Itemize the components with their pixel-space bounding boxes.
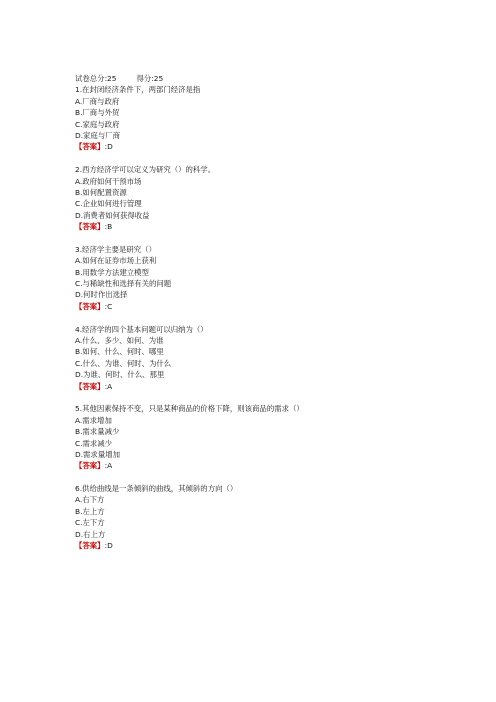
question-1 [75,84,475,152]
option-a: A.什么、多少、如何、为谁 [75,335,164,345]
option-d: D.需求量增加 [75,449,120,459]
exam-content [75,73,475,551]
answer-line [75,301,475,312]
option-c: C.家庭与政府 [75,119,120,129]
question-stem: 5.其他因素保持不变，只是某种商品的价格下降，则该商品的需求（） [75,404,304,414]
option-c: C.左下方 [75,518,105,528]
answer-tag: 【答案】 [75,222,105,232]
spacer [75,153,475,164]
option-a: A.厂商与政府 [75,96,120,106]
answer-tag: 【答案】 [75,301,105,311]
question-2 [75,164,475,232]
option-d: D.为谁、何时、什么、那里 [75,370,165,380]
question-3 [75,244,475,312]
option-d: D.何时作出选择 [75,290,128,300]
option-c: C.需求减少 [75,438,113,448]
question-stem: 2.西方经济学可以定义为研究（）的科学。 [75,165,216,175]
question-stem: 4.经济学的四个基本问题可以归纳为（） [75,324,208,334]
option-a: A.右下方 [75,495,105,505]
answer-tag: 【答案】 [75,381,105,391]
answer-value: :C [104,301,113,311]
question-6 [75,483,475,551]
spacer [75,312,475,323]
question-5 [75,403,475,471]
answer-line [75,141,475,152]
option-b: B.如何配置资源 [75,187,127,197]
option-a: A.需求增加 [75,415,112,425]
option-d: D.右上方 [75,529,106,539]
answer-tag: 【答案】 [75,541,105,551]
answer-line [75,460,475,471]
answer-line [75,381,475,392]
answer-value: :B [104,222,113,232]
option-d: D.消费者如何获得收益 [75,210,150,220]
option-d: D.家庭与厂商 [75,130,120,140]
answer-line [75,221,475,232]
answer-tag: 【答案】 [75,142,105,152]
answer-tag: 【答案】 [75,461,105,471]
option-b: B.厂商与外贸 [75,108,120,118]
question-stem: 1.在封闭经济条件下，两部门经济是指 [75,85,201,95]
option-b: B.左上方 [75,506,105,516]
spacer [75,392,475,403]
question-stem: 6.供给曲线是一条倾斜的曲线，其倾斜的方向（） [75,484,238,494]
exam-header [75,73,475,84]
question-4 [75,324,475,392]
option-b: B.用数学方法建立模型 [75,267,149,277]
spacer [75,472,475,483]
spacer [75,232,475,243]
option-b: B.如何、什么、何时、哪里 [75,347,164,357]
option-c: C.企业如何进行管理 [75,199,142,209]
option-a: A.政府如何干预市场 [75,176,142,186]
earned-score-label: 得分:25 [136,74,164,83]
answer-value: :D [104,142,113,152]
answer-line [75,540,475,551]
total-score-label: 试卷总分:25 [75,74,117,83]
answer-value: :D [104,541,113,551]
option-a: A.如何在证券市场上获利 [75,256,157,266]
question-stem: 3.经济学主要是研究（） [75,244,156,254]
option-b: B.需求量减少 [75,427,120,437]
answer-value: :A [104,381,113,391]
answer-value: :A [104,461,113,471]
option-c: C.与稀缺性和选择有关的问题 [75,279,172,289]
option-c: C.什么、为谁、何时、为什么 [75,358,172,368]
